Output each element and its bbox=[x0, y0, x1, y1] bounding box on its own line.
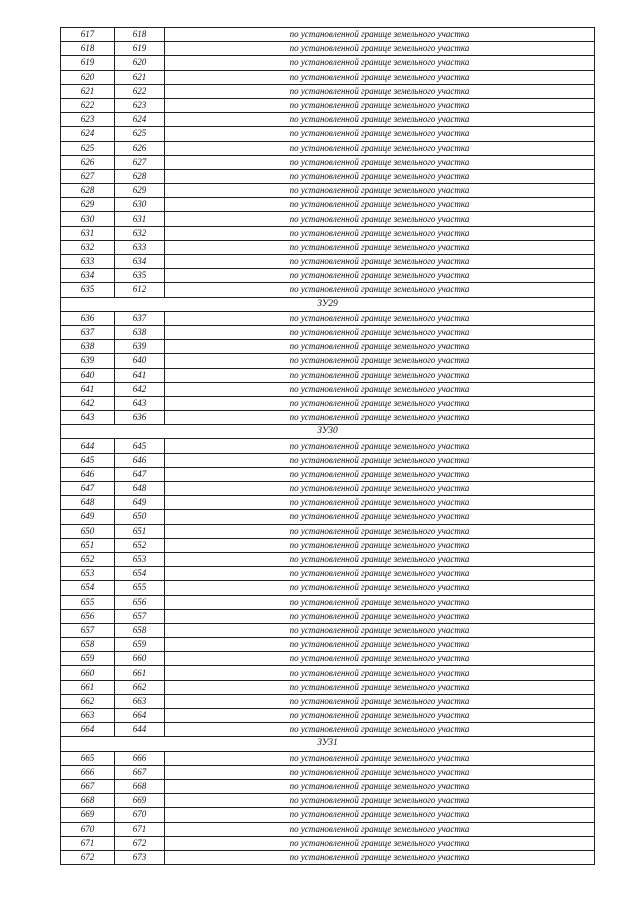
boundary-description-cell: по установленной границе земельного участка bbox=[165, 42, 595, 56]
table-row bbox=[61, 340, 595, 354]
point-from-cell: 625 bbox=[61, 141, 115, 155]
point-from-cell: 645 bbox=[61, 453, 115, 467]
table-row bbox=[61, 396, 595, 410]
table-row bbox=[61, 226, 595, 240]
table-row bbox=[61, 70, 595, 84]
point-from-cell: 666 bbox=[61, 765, 115, 779]
table-row bbox=[61, 623, 595, 637]
point-to-cell: 666 bbox=[115, 751, 165, 765]
point-from-cell: 658 bbox=[61, 638, 115, 652]
point-to-cell: 632 bbox=[115, 226, 165, 240]
point-from-cell: 659 bbox=[61, 652, 115, 666]
point-to-cell: 622 bbox=[115, 84, 165, 98]
table-row bbox=[61, 141, 595, 155]
table-row bbox=[61, 496, 595, 510]
document-page bbox=[60, 27, 594, 865]
boundary-description-cell: по установленной границе земельного участка bbox=[165, 765, 595, 779]
boundary-description-cell: по установленной границе земельного участка bbox=[165, 680, 595, 694]
table-row bbox=[61, 850, 595, 864]
point-to-cell: 628 bbox=[115, 169, 165, 183]
table-row bbox=[61, 680, 595, 694]
point-to-cell: 653 bbox=[115, 552, 165, 566]
point-from-cell: 626 bbox=[61, 155, 115, 169]
point-from-cell: 638 bbox=[61, 340, 115, 354]
table-row bbox=[61, 453, 595, 467]
point-from-cell: 636 bbox=[61, 311, 115, 325]
table-row bbox=[61, 552, 595, 566]
point-from-cell: 660 bbox=[61, 666, 115, 680]
point-to-cell: 670 bbox=[115, 808, 165, 822]
point-to-cell: 664 bbox=[115, 709, 165, 723]
boundary-description-cell: по установленной границе земельного участка bbox=[165, 723, 595, 737]
boundary-description-cell: по установленной границе земельного участка bbox=[165, 751, 595, 765]
table-row bbox=[61, 28, 595, 42]
boundary-description-cell: по установленной границе земельного участка bbox=[165, 850, 595, 864]
section-header-row bbox=[61, 297, 595, 311]
table-row bbox=[61, 794, 595, 808]
table-row bbox=[61, 822, 595, 836]
boundary-description-cell: по установленной границе земельного участка bbox=[165, 155, 595, 169]
boundary-description-cell: по установленной границе земельного участка bbox=[165, 368, 595, 382]
table-row bbox=[61, 169, 595, 183]
point-to-cell: 621 bbox=[115, 70, 165, 84]
boundary-description-cell: по установленной границе земельного участка bbox=[165, 510, 595, 524]
point-from-cell: 651 bbox=[61, 538, 115, 552]
boundary-description-cell: по установленной границе земельного участка bbox=[165, 496, 595, 510]
table-row bbox=[61, 723, 595, 737]
boundary-description-cell: по установленной границе земельного участка bbox=[165, 794, 595, 808]
point-to-cell: 625 bbox=[115, 127, 165, 141]
section-header-row bbox=[61, 425, 595, 439]
boundary-description-cell: по установленной границе земельного участка bbox=[165, 325, 595, 339]
point-from-cell: 644 bbox=[61, 439, 115, 453]
table-row bbox=[61, 666, 595, 680]
point-to-cell: 655 bbox=[115, 581, 165, 595]
boundary-description-cell: по установленной границе земельного участка bbox=[165, 255, 595, 269]
point-to-cell: 649 bbox=[115, 496, 165, 510]
point-from-cell: 617 bbox=[61, 28, 115, 42]
point-from-cell: 653 bbox=[61, 567, 115, 581]
point-to-cell: 635 bbox=[115, 269, 165, 283]
table-row bbox=[61, 694, 595, 708]
table-row bbox=[61, 411, 595, 425]
table-row bbox=[61, 325, 595, 339]
point-from-cell: 620 bbox=[61, 70, 115, 84]
point-to-cell: 631 bbox=[115, 212, 165, 226]
boundary-description-cell: по установленной границе земельного участка bbox=[165, 382, 595, 396]
table-row bbox=[61, 56, 595, 70]
point-to-cell: 640 bbox=[115, 354, 165, 368]
point-to-cell: 650 bbox=[115, 510, 165, 524]
point-to-cell: 641 bbox=[115, 368, 165, 382]
point-to-cell: 623 bbox=[115, 98, 165, 112]
boundary-description-cell: по установленной границе земельного участка bbox=[165, 482, 595, 496]
section-header-row bbox=[61, 737, 595, 751]
point-to-cell: 630 bbox=[115, 198, 165, 212]
boundary-description-cell: по установленной границе земельного участка bbox=[165, 354, 595, 368]
point-to-cell: 648 bbox=[115, 482, 165, 496]
table-row bbox=[61, 368, 595, 382]
table-row bbox=[61, 581, 595, 595]
point-to-cell: 645 bbox=[115, 439, 165, 453]
point-to-cell: 624 bbox=[115, 113, 165, 127]
table-row bbox=[61, 269, 595, 283]
point-to-cell: 639 bbox=[115, 340, 165, 354]
table-row bbox=[61, 198, 595, 212]
boundary-description-cell: по установленной границе земельного участка bbox=[165, 70, 595, 84]
section-label: ЗУ30 bbox=[61, 425, 595, 439]
point-from-cell: 622 bbox=[61, 98, 115, 112]
boundary-description-cell: по установленной границе земельного участка bbox=[165, 524, 595, 538]
table-row bbox=[61, 382, 595, 396]
section-label: ЗУ29 bbox=[61, 297, 595, 311]
point-from-cell: 643 bbox=[61, 411, 115, 425]
point-to-cell: 618 bbox=[115, 28, 165, 42]
point-to-cell: 627 bbox=[115, 155, 165, 169]
point-from-cell: 642 bbox=[61, 396, 115, 410]
boundary-description-cell: по установленной границе земельного участка bbox=[165, 98, 595, 112]
point-to-cell: 656 bbox=[115, 595, 165, 609]
point-to-cell: 636 bbox=[115, 411, 165, 425]
point-from-cell: 648 bbox=[61, 496, 115, 510]
point-from-cell: 665 bbox=[61, 751, 115, 765]
table-row bbox=[61, 595, 595, 609]
table-row bbox=[61, 127, 595, 141]
boundary-description-cell: по установленной границе земельного участка bbox=[165, 567, 595, 581]
boundary-description-cell: по установленной границе земельного участка bbox=[165, 169, 595, 183]
table-row bbox=[61, 709, 595, 723]
boundary-description-cell: по установленной границе земельного участка bbox=[165, 822, 595, 836]
point-from-cell: 672 bbox=[61, 850, 115, 864]
boundary-description-cell: по установленной границе земельного участка bbox=[165, 198, 595, 212]
table-row bbox=[61, 467, 595, 481]
point-to-cell: 626 bbox=[115, 141, 165, 155]
table-row bbox=[61, 240, 595, 254]
boundary-description-cell: по установленной границе земельного участка bbox=[165, 212, 595, 226]
boundary-description-cell: по установленной границе земельного участка bbox=[165, 609, 595, 623]
point-from-cell: 624 bbox=[61, 127, 115, 141]
point-from-cell: 650 bbox=[61, 524, 115, 538]
point-to-cell: 659 bbox=[115, 638, 165, 652]
boundary-description-cell: по установленной границе земельного участка bbox=[165, 269, 595, 283]
point-from-cell: 640 bbox=[61, 368, 115, 382]
boundary-description-cell: по установленной границе земельного участка bbox=[165, 84, 595, 98]
point-to-cell: 646 bbox=[115, 453, 165, 467]
point-to-cell: 667 bbox=[115, 765, 165, 779]
point-from-cell: 621 bbox=[61, 84, 115, 98]
point-to-cell: 671 bbox=[115, 822, 165, 836]
table-row bbox=[61, 98, 595, 112]
point-to-cell: 651 bbox=[115, 524, 165, 538]
point-to-cell: 634 bbox=[115, 255, 165, 269]
boundary-description-cell: по установленной границе земельного участка bbox=[165, 311, 595, 325]
point-to-cell: 647 bbox=[115, 467, 165, 481]
table-row bbox=[61, 42, 595, 56]
boundary-description-cell: по установленной границе земельного участка bbox=[165, 240, 595, 254]
point-from-cell: 641 bbox=[61, 382, 115, 396]
point-to-cell: 633 bbox=[115, 240, 165, 254]
point-to-cell: 672 bbox=[115, 836, 165, 850]
point-from-cell: 630 bbox=[61, 212, 115, 226]
table-row bbox=[61, 439, 595, 453]
point-from-cell: 635 bbox=[61, 283, 115, 297]
point-from-cell: 664 bbox=[61, 723, 115, 737]
boundary-description-cell: по установленной границе земельного участка bbox=[165, 226, 595, 240]
point-to-cell: 661 bbox=[115, 666, 165, 680]
boundary-description-cell: по установленной границе земельного участка bbox=[165, 184, 595, 198]
table-row bbox=[61, 779, 595, 793]
point-from-cell: 619 bbox=[61, 56, 115, 70]
boundary-description-cell: по установленной границе земельного участка bbox=[165, 595, 595, 609]
table-row bbox=[61, 283, 595, 297]
point-from-cell: 654 bbox=[61, 581, 115, 595]
point-to-cell: 652 bbox=[115, 538, 165, 552]
table-row bbox=[61, 836, 595, 850]
point-from-cell: 629 bbox=[61, 198, 115, 212]
boundary-description-cell: по установленной границе земельного участка bbox=[165, 113, 595, 127]
table-row bbox=[61, 751, 595, 765]
table-row bbox=[61, 311, 595, 325]
table-row bbox=[61, 510, 595, 524]
table-row bbox=[61, 84, 595, 98]
table-row bbox=[61, 652, 595, 666]
boundary-table-body bbox=[61, 28, 595, 865]
boundary-description-cell: по установленной границе земельного участка bbox=[165, 666, 595, 680]
point-to-cell: 619 bbox=[115, 42, 165, 56]
point-from-cell: 657 bbox=[61, 623, 115, 637]
point-from-cell: 623 bbox=[61, 113, 115, 127]
table-row bbox=[61, 155, 595, 169]
table-row bbox=[61, 113, 595, 127]
point-to-cell: 638 bbox=[115, 325, 165, 339]
point-to-cell: 669 bbox=[115, 794, 165, 808]
boundary-description-cell: по установленной границе земельного участка bbox=[165, 779, 595, 793]
table-row bbox=[61, 538, 595, 552]
point-to-cell: 629 bbox=[115, 184, 165, 198]
boundary-description-cell: по установленной границе земельного участка bbox=[165, 28, 595, 42]
boundary-description-cell: по установленной границе земельного участка bbox=[165, 694, 595, 708]
point-from-cell: 671 bbox=[61, 836, 115, 850]
point-to-cell: 668 bbox=[115, 779, 165, 793]
point-from-cell: 655 bbox=[61, 595, 115, 609]
boundary-description-cell: по установленной границе земельного участка bbox=[165, 638, 595, 652]
point-from-cell: 627 bbox=[61, 169, 115, 183]
point-to-cell: 642 bbox=[115, 382, 165, 396]
boundary-description-cell: по установленной границе земельного участка bbox=[165, 141, 595, 155]
point-to-cell: 658 bbox=[115, 623, 165, 637]
boundary-description-cell: по установленной границе земельного участка bbox=[165, 453, 595, 467]
point-from-cell: 649 bbox=[61, 510, 115, 524]
boundary-description-cell: по установленной границе земельного участка bbox=[165, 652, 595, 666]
point-to-cell: 620 bbox=[115, 56, 165, 70]
point-to-cell: 612 bbox=[115, 283, 165, 297]
point-from-cell: 637 bbox=[61, 325, 115, 339]
table-row bbox=[61, 255, 595, 269]
boundary-description-cell: по установленной границе земельного участка bbox=[165, 808, 595, 822]
point-from-cell: 652 bbox=[61, 552, 115, 566]
section-label: ЗУ31 bbox=[61, 737, 595, 751]
point-from-cell: 618 bbox=[61, 42, 115, 56]
point-from-cell: 667 bbox=[61, 779, 115, 793]
table-row bbox=[61, 808, 595, 822]
point-to-cell: 644 bbox=[115, 723, 165, 737]
point-from-cell: 668 bbox=[61, 794, 115, 808]
point-from-cell: 670 bbox=[61, 822, 115, 836]
table-row bbox=[61, 609, 595, 623]
boundary-description-cell: по установленной границе земельного участка bbox=[165, 56, 595, 70]
boundary-description-cell: по установленной границе земельного участка bbox=[165, 283, 595, 297]
point-from-cell: 656 bbox=[61, 609, 115, 623]
point-to-cell: 643 bbox=[115, 396, 165, 410]
boundary-description-cell: по установленной границе земельного участка bbox=[165, 127, 595, 141]
point-from-cell: 662 bbox=[61, 694, 115, 708]
point-to-cell: 663 bbox=[115, 694, 165, 708]
point-to-cell: 660 bbox=[115, 652, 165, 666]
boundary-description-cell: по установленной границе земельного участка bbox=[165, 709, 595, 723]
point-from-cell: 646 bbox=[61, 467, 115, 481]
point-to-cell: 654 bbox=[115, 567, 165, 581]
table-row bbox=[61, 354, 595, 368]
table-row bbox=[61, 638, 595, 652]
point-from-cell: 669 bbox=[61, 808, 115, 822]
point-from-cell: 628 bbox=[61, 184, 115, 198]
boundary-description-cell: по установленной границе земельного участка bbox=[165, 396, 595, 410]
point-from-cell: 633 bbox=[61, 255, 115, 269]
point-from-cell: 661 bbox=[61, 680, 115, 694]
point-from-cell: 639 bbox=[61, 354, 115, 368]
point-to-cell: 657 bbox=[115, 609, 165, 623]
point-to-cell: 673 bbox=[115, 850, 165, 864]
boundary-description-cell: по установленной границе земельного участка bbox=[165, 411, 595, 425]
boundary-description-cell: по установленной границе земельного участка bbox=[165, 340, 595, 354]
table-row bbox=[61, 184, 595, 198]
table-row bbox=[61, 482, 595, 496]
point-to-cell: 662 bbox=[115, 680, 165, 694]
table-row bbox=[61, 524, 595, 538]
boundary-description-cell: по установленной границе земельного участка bbox=[165, 836, 595, 850]
boundary-description-cell: по установленной границе земельного участка bbox=[165, 552, 595, 566]
point-from-cell: 647 bbox=[61, 482, 115, 496]
point-from-cell: 631 bbox=[61, 226, 115, 240]
table-row bbox=[61, 567, 595, 581]
point-from-cell: 634 bbox=[61, 269, 115, 283]
boundary-table bbox=[60, 27, 595, 865]
boundary-description-cell: по установленной границе земельного участка bbox=[165, 623, 595, 637]
point-to-cell: 637 bbox=[115, 311, 165, 325]
point-from-cell: 632 bbox=[61, 240, 115, 254]
table-row bbox=[61, 765, 595, 779]
boundary-description-cell: по установленной границе земельного участка bbox=[165, 439, 595, 453]
boundary-description-cell: по установленной границе земельного участка bbox=[165, 467, 595, 481]
table-row bbox=[61, 212, 595, 226]
boundary-description-cell: по установленной границе земельного участка bbox=[165, 538, 595, 552]
boundary-description-cell: по установленной границе земельного участка bbox=[165, 581, 595, 595]
point-from-cell: 663 bbox=[61, 709, 115, 723]
